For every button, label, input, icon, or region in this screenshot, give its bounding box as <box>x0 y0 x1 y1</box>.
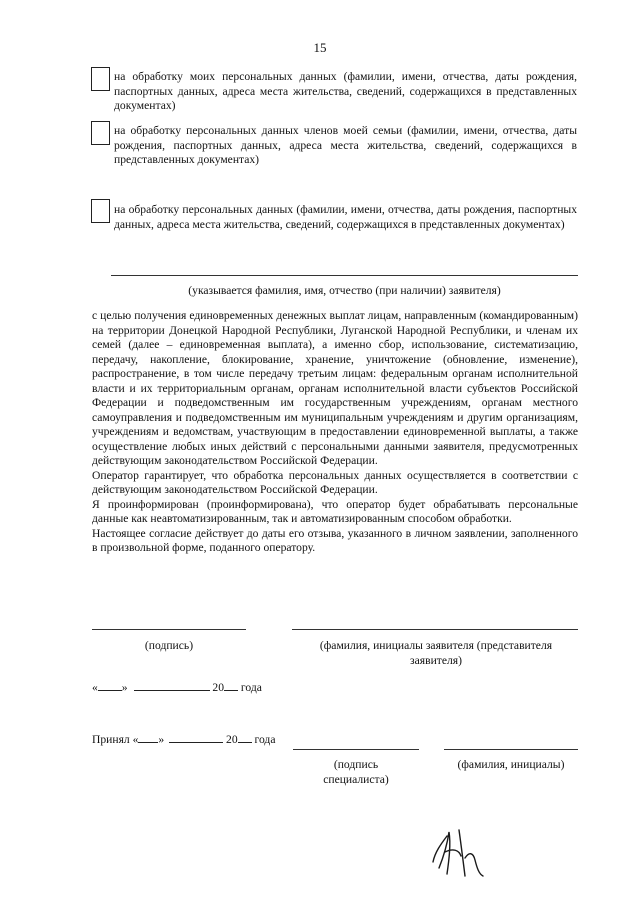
date-quote-close: » <box>121 681 128 694</box>
validity-paragraph: Настоящее согласие действует до даты его отзыва, указанного в личном заявлении, заполненного в произвольной форме, поданного оператору. <box>92 526 578 554</box>
year-blank[interactable] <box>224 681 238 691</box>
date-quote-open: « <box>92 681 98 694</box>
year-prefix: 20 <box>212 681 224 694</box>
purpose-paragraph: с целью получения единовременных денежных выплат лицам, направленным (командированным) на территории Донецкой Народной Республики, Луганской Народной Республики, и членам их семей (далее – единовременная выплата), а именно сбор, использование, систематизацию, передачу, накопление, блокирование, хранение, уничтожение (обновление, изменение), распространение, в том числе передачу третьим лицам: федеральным органам исполнительной власти и их территориальным органам, органам исполнительной власти субъектов Российской Федерации и подведомственным им государственным учреждениям, органам местного самоуправления и подведомственным им муниципальным учреждениям и другим организациям, учреждениям и ведомствам, участвующим в предоставлении единовременной выплаты, а также осуществление любых иных действий с персональными данными заявителя, предусмотренных действующим законодательством Российской Федерации. <box>92 309 578 467</box>
page-number: 15 <box>313 40 327 55</box>
name-caption: (фамилия, инициалы заявителя (представителя заявителя) <box>319 639 553 667</box>
specialist-name-caption: (фамилия, инициалы) <box>457 758 565 771</box>
date-line <box>92 681 262 694</box>
accepted-quote-close: » <box>158 733 165 746</box>
accepted-day-blank[interactable] <box>138 733 158 743</box>
consent-body <box>92 309 578 556</box>
specialist-signature-line[interactable] <box>293 749 419 750</box>
applicant-fullname-line[interactable] <box>292 629 578 630</box>
year-suffix: года <box>238 681 262 694</box>
consent-checkbox-family-data[interactable] <box>91 121 110 145</box>
specialist-name-line[interactable] <box>444 749 578 750</box>
specialist-signature-caption: (подпись специалиста) <box>323 758 389 786</box>
accepted-year-blank[interactable] <box>238 733 252 743</box>
month-blank[interactable] <box>134 681 210 691</box>
consent-checkbox-other-data[interactable] <box>91 199 110 223</box>
accepted-year-suffix: года <box>251 733 276 746</box>
consent-option-family-data: на обработку персональных данных членов моей семьи (фамилии, имени, отчества, даты рождения, паспортных данных, адреса места жительства, сведений, содержащихся в представленных документах) <box>114 124 577 167</box>
accepted-line <box>92 733 275 746</box>
consent-option-own-data: на обработку моих персональных данных (фамилии, имени, отчества, даты рождения, паспортных данных, адреса места жительства, сведений, содержащихся в представленных документах) <box>114 70 577 113</box>
applicant-signature-line[interactable] <box>92 629 246 630</box>
handwritten-signature <box>425 822 495 884</box>
processing-method-paragraph: Я проинформирован (проинформирована), что оператор будет обрабатывать персональные данные как неавтоматизированным, так и автоматизированным способом обработки. <box>92 497 578 525</box>
day-blank[interactable] <box>98 681 122 691</box>
consent-checkbox-own-data[interactable] <box>91 67 110 91</box>
applicant-name-caption: (указывается фамилия, имя, отчество (при наличии) заявителя) <box>188 284 501 297</box>
accepted-year-prefix: 20 <box>226 733 238 746</box>
signature-caption: (подпись) <box>144 639 194 652</box>
accepted-month-blank[interactable] <box>169 733 223 743</box>
operator-guarantee-paragraph: Оператор гарантирует, что обработка персональных данных осуществляется в соответствии с действующим законодательством Российской Федерации. <box>92 468 578 496</box>
accepted-label: Принял « <box>92 733 139 746</box>
consent-option-other-data: на обработку персональных данных (фамилии, имени, отчества, даты рождения, паспортных данных, адреса места жительства, сведений, содержащихся в представленных документах) <box>114 203 577 231</box>
applicant-name-line[interactable] <box>111 275 578 276</box>
